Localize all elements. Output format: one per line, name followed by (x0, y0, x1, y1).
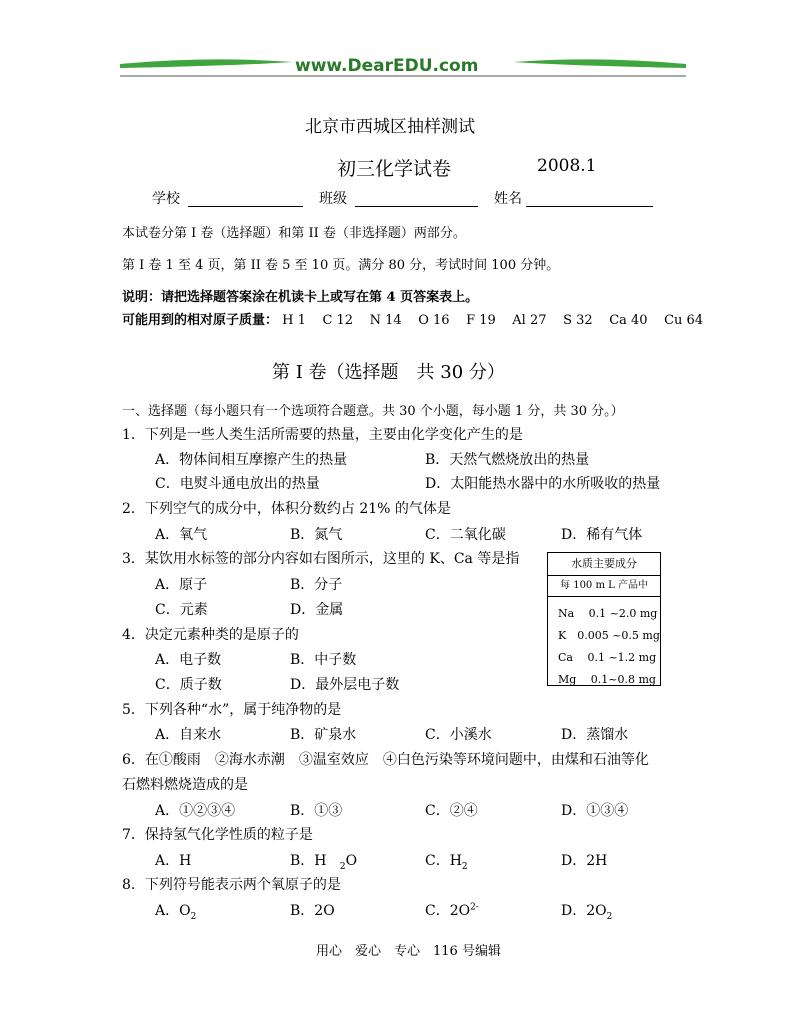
option[interactable]: D．金属 (290, 602, 344, 618)
question-stem: 6．在①酸雨 ②海水赤潮 ③温室效应 ④白色污染等环境问题中，由煤和石油等化 (122, 752, 649, 768)
option[interactable]: B．①③ (290, 803, 343, 819)
question-stem: 2．下列空气的成分中，体积分数约占 21% 的气体是 (122, 501, 451, 517)
question-stem-continued: 石燃料燃烧造成的是 (122, 777, 248, 793)
class-label: 班级 (319, 191, 347, 207)
intro-line-2: 第 I 卷 1 至 4 页，第 II 卷 5 至 10 页。满分 80 分，考试时间 100 分钟。 (122, 258, 560, 273)
question-stem: 7．保持氢气化学性质的粒子是 (122, 827, 313, 843)
water-table-row: Na 0.1 ~2.0 mg (558, 607, 658, 620)
header-logo[interactable]: www.DearEDU.com (295, 56, 479, 76)
option[interactable]: A．H (155, 853, 192, 869)
option[interactable]: A．氧气 (155, 527, 208, 543)
option[interactable]: C．②④ (425, 803, 478, 819)
water-table-row: K 0.005 ~0.5 mg (558, 629, 660, 642)
option[interactable]: B．矿泉水 (290, 727, 357, 743)
atomic-mass: H 1 (282, 313, 306, 328)
class-field[interactable] (355, 206, 478, 207)
option[interactable]: C．$2O^{2-}$ (425, 902, 479, 919)
option[interactable]: A．电子数 (155, 652, 222, 668)
option[interactable]: A．物体间相互摩擦产生的热量 (155, 452, 348, 468)
atomic-mass: O 16 (418, 313, 450, 328)
exam-date: 2008.1 (537, 156, 597, 176)
atomic-masses-line (122, 309, 703, 328)
atomic-mass: Cu 64 (664, 313, 704, 328)
option[interactable]: D．太阳能热水器中的水所吸收的热量 (425, 476, 661, 492)
option[interactable]: B．天然气燃烧放出的热量 (425, 452, 590, 468)
question-stem: 3．某饮用水标签的部分内容如右图所示，这里的 K、Ca 等是指 (122, 551, 520, 567)
exam-subtitle: 初三化学试卷 (337, 158, 452, 180)
option[interactable]: D．蒸馏水 (561, 727, 629, 743)
water-table-subtitle: 每 100 m L 产品中 (548, 576, 660, 597)
question-stem: 5．下列各种“水”，属于纯净物的是 (122, 702, 342, 718)
option[interactable]: C．小溪水 (425, 727, 492, 743)
option[interactable]: D．①③④ (561, 803, 629, 819)
atomic-mass: F 19 (466, 313, 496, 328)
water-table-title: 水质主要成分 (548, 553, 660, 576)
question-stem: 1．下列是一些人类生活所需要的热量，主要由化学变化产生的是 (122, 427, 523, 443)
note-line: 说明：请把选择题答案涂在机读卡上或写在第 4 页答案表上。 (122, 290, 479, 305)
option[interactable]: D．2H (561, 853, 608, 869)
name-field[interactable] (526, 206, 653, 207)
section-title: 第 Ⅰ 卷（选择题 共 30 分） (272, 362, 505, 383)
option[interactable]: C．质子数 (155, 677, 222, 693)
atomic-mass: Al 27 (512, 313, 547, 328)
option[interactable]: A．自来水 (155, 727, 222, 743)
school-field[interactable] (188, 206, 303, 207)
option[interactable]: B．分子 (290, 577, 343, 593)
option[interactable]: A．原子 (155, 577, 208, 593)
page-footer: 用心 爱心 专心 116 号编辑 (316, 944, 501, 959)
option[interactable]: D．稀有气体 (561, 527, 643, 543)
school-label: 学校 (152, 191, 180, 207)
option[interactable]: A．①②③④ (155, 803, 236, 819)
option[interactable]: B．H $_2$O (290, 853, 358, 872)
option[interactable]: C．元素 (155, 602, 208, 618)
option[interactable]: B．中子数 (290, 652, 357, 668)
option[interactable]: C．电熨斗通电放出的热量 (155, 476, 320, 492)
name-label: 姓名 (494, 191, 522, 207)
intro-line-1: 本试卷分第 I 卷（选择题）和第 II 卷（非选择题）两部分。 (122, 226, 466, 241)
water-label-table (547, 552, 661, 686)
atomic-mass: Ca 40 (609, 313, 648, 328)
option[interactable]: C．$H_2$ (425, 853, 468, 872)
option[interactable]: D．最外层电子数 (290, 677, 400, 693)
option[interactable]: A．$O_2$ (155, 903, 197, 922)
option[interactable]: B．2O (290, 903, 335, 919)
option[interactable]: D．$2O_2$ (561, 903, 613, 922)
page-title: 北京市西城区抽样测试 (305, 117, 475, 137)
water-table-row: Mg 0.1~0.8 mg (558, 673, 656, 686)
question-stem: 8．下列符号能表示两个氧原子的是 (122, 877, 341, 893)
option[interactable]: B．氮气 (290, 527, 343, 543)
atomic-mass: N 14 (369, 313, 402, 328)
atomic-mass: C 12 (322, 313, 354, 328)
atomic-mass: S 32 (563, 313, 593, 328)
atomic-label: 可能用到的相对原子质量： (122, 313, 279, 328)
section-intro: 一、选择题（每小题只有一个选项符合题意。共 30 个小题，每小题 1 分，共 30 分。） (122, 404, 624, 419)
option[interactable]: C．二氧化碳 (425, 527, 506, 543)
water-table-row: Ca 0.1 ~1.2 mg (558, 651, 657, 664)
question-stem: 4．决定元素种类的是原子的 (122, 627, 299, 643)
